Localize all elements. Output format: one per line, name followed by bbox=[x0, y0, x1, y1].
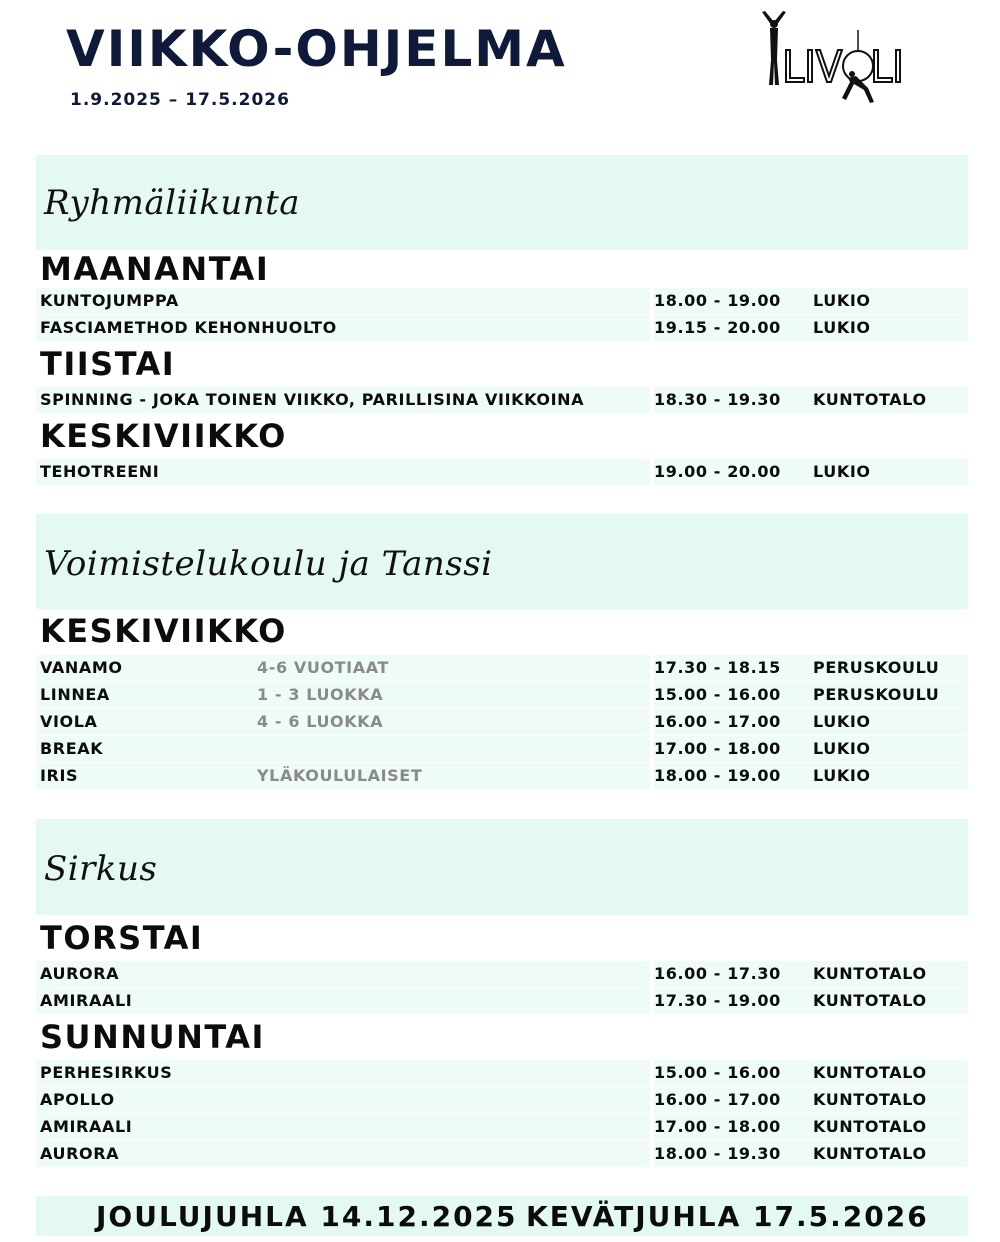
class-time: 15.00 - 16.00 bbox=[654, 685, 781, 704]
class-place: KUNTOTALO bbox=[813, 1144, 927, 1163]
class-place: LUKIO bbox=[813, 766, 871, 785]
class-place: KUNTOTALO bbox=[813, 964, 927, 983]
class-group: 4 - 6 LUOKKA bbox=[257, 712, 384, 731]
class-name: VIOLA bbox=[40, 712, 98, 731]
schedule-row bbox=[36, 736, 968, 762]
class-time: 16.00 - 17.30 bbox=[654, 964, 781, 983]
spring-party-date: KEVÄTJUHLA 17.5.2026 bbox=[526, 1200, 929, 1233]
class-name: LINNEA bbox=[40, 685, 110, 704]
class-name: BREAK bbox=[40, 739, 104, 758]
class-place: LUKIO bbox=[813, 291, 871, 310]
class-time: 19.00 - 20.00 bbox=[654, 462, 781, 481]
day-heading-thursday: TORSTAI bbox=[40, 919, 204, 957]
class-name: SPINNING - JOKA TOINEN VIIKKO, PARILLISINA VIIKKOINA bbox=[40, 390, 585, 409]
class-name: APOLLO bbox=[40, 1090, 115, 1109]
schedule-row bbox=[36, 961, 968, 987]
schedule-row bbox=[36, 682, 968, 708]
schedule-row bbox=[36, 709, 968, 735]
class-place: KUNTOTALO bbox=[813, 1117, 927, 1136]
class-time: 15.00 - 16.00 bbox=[654, 1063, 781, 1082]
class-time: 18.00 - 19.00 bbox=[654, 291, 781, 310]
class-name: AMIRAALI bbox=[40, 1117, 133, 1136]
section-header-group-exercise bbox=[36, 155, 968, 250]
class-place: KUNTOTALO bbox=[813, 390, 927, 409]
class-group: 1 - 3 LUOKKA bbox=[257, 685, 384, 704]
class-time: 16.00 - 17.00 bbox=[654, 1090, 781, 1109]
section-header-circus bbox=[36, 819, 968, 915]
class-place: KUNTOTALO bbox=[813, 1090, 927, 1109]
class-name: VANAMO bbox=[40, 658, 123, 677]
class-name: AMIRAALI bbox=[40, 991, 133, 1010]
schedule-row bbox=[36, 1060, 968, 1086]
class-time: 18.00 - 19.30 bbox=[654, 1144, 781, 1163]
day-heading-monday: MAANANTAI bbox=[40, 250, 270, 288]
schedule-row bbox=[36, 288, 968, 314]
schedule-row bbox=[36, 1087, 968, 1113]
day-heading-sunday: SUNNUNTAI bbox=[40, 1018, 265, 1056]
class-place: KUNTOTALO bbox=[813, 991, 927, 1010]
schedule-row bbox=[36, 1141, 968, 1167]
day-heading-wednesday: KESKIVIIKKO bbox=[40, 612, 287, 650]
section-title: Ryhmäliikunta bbox=[44, 183, 301, 223]
class-place: PERUSKOULU bbox=[813, 685, 940, 704]
class-place: LUKIO bbox=[813, 739, 871, 758]
section-title: Sirkus bbox=[44, 849, 158, 889]
class-name: KUNTOJUMPPA bbox=[40, 291, 179, 310]
class-time: 19.15 - 20.00 bbox=[654, 318, 781, 337]
class-time: 18.00 - 19.00 bbox=[654, 766, 781, 785]
schedule-row bbox=[36, 988, 968, 1014]
class-group: YLÄKOULULAISET bbox=[257, 766, 423, 785]
class-name: IRIS bbox=[40, 766, 79, 785]
class-place: KUNTOTALO bbox=[813, 1063, 927, 1082]
day-heading-wednesday: KESKIVIIKKO bbox=[40, 417, 287, 455]
class-place: LUKIO bbox=[813, 318, 871, 337]
schedule-row bbox=[36, 763, 968, 789]
class-time: 17.30 - 18.15 bbox=[654, 658, 781, 677]
class-group: 4-6 VUOTIAAT bbox=[257, 658, 389, 677]
class-place: PERUSKOULU bbox=[813, 658, 940, 677]
schedule-dates: 1.9.2025 – 17.5.2026 bbox=[70, 90, 290, 110]
section-header-gymnastics-dance bbox=[36, 514, 968, 609]
schedule-row bbox=[36, 459, 968, 485]
class-place: LUKIO bbox=[813, 462, 871, 481]
class-time: 17.30 - 19.00 bbox=[654, 991, 781, 1010]
class-time: 16.00 - 17.00 bbox=[654, 712, 781, 731]
class-place: LUKIO bbox=[813, 712, 871, 731]
day-heading-tuesday: TIISTAI bbox=[40, 345, 176, 383]
class-name: PERHESIRKUS bbox=[40, 1063, 173, 1082]
class-name: AURORA bbox=[40, 1144, 120, 1163]
page-title: VIIKKO-OHJELMA bbox=[66, 20, 567, 78]
section-title: Voimistelukoulu ja Tanssi bbox=[44, 544, 493, 584]
class-time: 18.30 - 19.30 bbox=[654, 390, 781, 409]
class-time: 17.00 - 18.00 bbox=[654, 1117, 781, 1136]
schedule-row bbox=[36, 315, 968, 341]
class-name: AURORA bbox=[40, 964, 120, 983]
events-footer bbox=[36, 1196, 968, 1236]
schedule-row bbox=[36, 1114, 968, 1140]
class-name: FASCIAMETHOD KEHONHUOLTO bbox=[40, 318, 337, 337]
christmas-party-date: JOULUJUHLA 14.12.2025 bbox=[96, 1200, 518, 1233]
livoli-logo bbox=[756, 10, 941, 108]
class-name: TEHOTREENI bbox=[40, 462, 160, 481]
schedule-row bbox=[36, 655, 968, 681]
schedule-row bbox=[36, 387, 968, 413]
class-time: 17.00 - 18.00 bbox=[654, 739, 781, 758]
